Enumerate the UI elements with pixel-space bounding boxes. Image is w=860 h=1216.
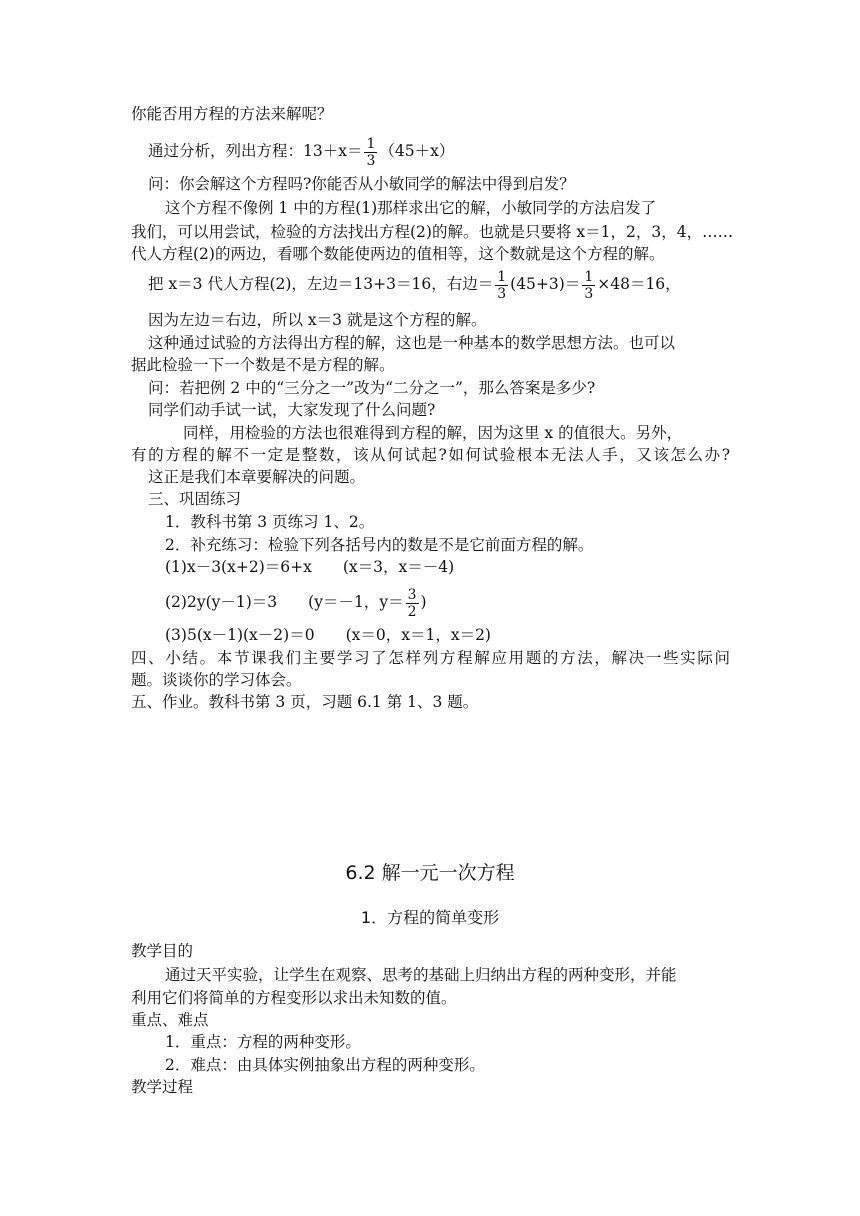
fraction-numerator: 1 (497, 268, 507, 285)
text-line: 题。谈谈你的学习体会。 (131, 671, 302, 689)
fraction (364, 136, 377, 169)
section-heading: 教学目的 (131, 942, 194, 960)
exercise-item (165, 583, 427, 621)
equation-text: ) (420, 593, 427, 611)
text-line: 问：你会解这个方程吗?你能否从小敏同学的解法中得到启发？ (148, 175, 575, 193)
fraction-denominator: 3 (497, 285, 507, 302)
fraction (582, 269, 595, 302)
section-title: 6.2 解一元一次方程 (345, 862, 515, 884)
text-line: 这种通过试验的方法得出方程的解，这也是一种基本的数学思想方法。也可以 (148, 334, 676, 352)
text-line: 这个方程不像例 1 中的方程(1)那样求出它的解，小敏同学的方法启发了 (165, 199, 657, 217)
section-heading: 五、作业。教科书第 3 页，习题 6.1 第 1、3 题。 (131, 693, 479, 711)
fraction-numerator: 1 (584, 268, 594, 285)
text-line: 因为左边＝右边，所以 x＝3 就是这个方程的解。 (148, 311, 487, 329)
equation-text: (45+3)＝ (510, 275, 581, 293)
equation-text: 把 x＝3 代人方程(2)，左边＝13+3＝16，右边＝ (148, 275, 494, 293)
subsection-title: 1．方程的简单变形 (360, 908, 500, 927)
fraction (495, 269, 508, 302)
text-line: 有的方程的解不一定是整数，该从何试起?如何试验根本无法人手，又该怎么办? (131, 446, 730, 464)
text-line: 这正是我们本章要解决的问题。 (148, 468, 366, 486)
equation-text: （45＋x） (379, 142, 455, 160)
text-line: 问：若把例 2 中的“三分之一”改为“二分之一”，那么答案是多少? (148, 379, 596, 397)
text-line: 代人方程(2)的两边，看哪个数能使两边的值相等，这个数就是这个方程的解。 (131, 245, 665, 263)
list-item: 2．难点：由具体实例抽象出方程的两种变形。 (165, 1056, 485, 1074)
text-line: 我们，可以用尝试，检验的方法找出方程(2)的解。也就是只要将 x＝1，2，3，4，…… (131, 223, 734, 241)
section-heading: 教学过程 (131, 1078, 194, 1096)
text-line: 利用它们将简单的方程变形以求出未知数的值。 (131, 989, 457, 1007)
equation-text: (2)2y(y－1)＝3 (y＝－1，y＝ (165, 593, 404, 611)
exercise-item: (1)x－3(x+2)＝6+x (x＝3，x＝－4) (165, 558, 455, 576)
fraction-numerator: 1 (366, 135, 376, 152)
fraction-denominator: 2 (407, 603, 417, 620)
text-line: 同样，用检验的方法也很难得到方程的解，因为这里 x 的值很大。另外， (183, 424, 683, 442)
equation-text: ×48＝16， (597, 275, 681, 293)
fraction-numerator: 3 (407, 586, 417, 603)
section-heading: 三、巩固练习 (148, 490, 242, 508)
section-heading: 重点、难点 (131, 1011, 209, 1029)
fraction-denominator: 3 (366, 152, 376, 169)
fraction-denominator: 3 (584, 285, 594, 302)
text-line: 据此检验一下一个数是不是方程的解。 (131, 356, 395, 374)
exercise-item: (3)5(x－1)(x－2)＝0 (x＝0，x＝1，x＝2) (165, 626, 491, 644)
text-line: 通过天平实验，让学生在观察、思考的基础上归纳出方程的两种变形，并能 (165, 966, 677, 984)
equation-text: 通过分析，列出方程：13＋x＝ (148, 142, 363, 160)
list-item: 1．教科书第 3 页练习 1、2。 (165, 513, 375, 531)
fraction (406, 587, 419, 620)
text-line: 同学们动手试一试，大家发现了什么问题? (148, 401, 436, 419)
section-heading: 四、小结。本节课我们主要学习了怎样列方程解应用题的方法，解决一些实际问 (131, 649, 730, 667)
text-line: 你能否用方程的方法来解呢？ (131, 105, 333, 123)
equation-line (148, 265, 681, 303)
list-item: 1．重点：方程的两种变形。 (165, 1033, 361, 1051)
equation-line (148, 132, 454, 170)
list-item: 2．补充练习：检验下列各括号内的数是不是它前面方程的解。 (165, 536, 594, 554)
